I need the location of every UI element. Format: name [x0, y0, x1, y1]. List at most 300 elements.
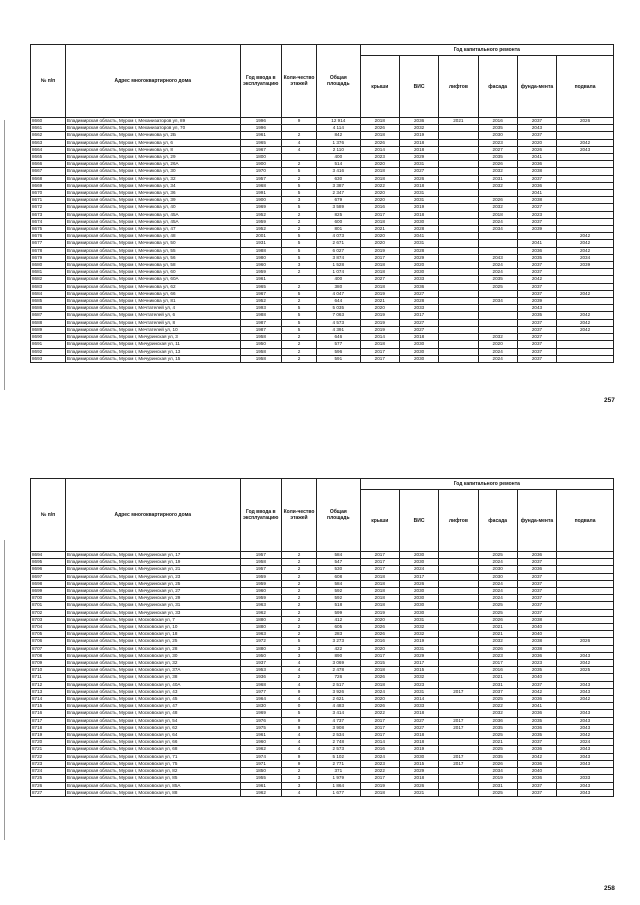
cell-repair-roof: 2019	[360, 290, 399, 297]
cell-year-built: 1880	[240, 645, 281, 652]
cell-repair-basement: 2042	[557, 696, 614, 703]
cell-repair-lift	[439, 782, 478, 789]
cell-repair-lift	[439, 240, 478, 247]
cell-repair-lift	[439, 139, 478, 146]
col-header-repair-group: Год капитального ремонта	[360, 45, 613, 56]
cell-repair-lift	[439, 602, 478, 609]
cell-address: Владимирская область, Муром г, Московская ул, 10	[65, 624, 240, 631]
cell-row-number: 8689	[31, 326, 66, 333]
table-row	[31, 168, 614, 175]
table-row	[31, 573, 614, 580]
cell-floors: 9	[282, 717, 317, 724]
cell-repair-lift	[439, 247, 478, 254]
cell-repair-foundation: 2037	[517, 588, 556, 595]
cell-total-area: 518	[316, 602, 360, 609]
cell-address: Владимирская область, Муром г, Московская ул, 85	[65, 775, 240, 782]
table-row	[31, 789, 614, 796]
cell-floors: 4	[282, 681, 317, 688]
cell-repair-lift	[439, 631, 478, 638]
cell-repair-vis: 2030	[399, 348, 438, 355]
cell-year-built: 1880	[240, 624, 281, 631]
cell-row-number: 8668	[31, 175, 66, 182]
table-row	[31, 660, 614, 667]
cell-year-built: 1974	[240, 753, 281, 760]
cell-repair-facade: 2031	[478, 782, 517, 789]
cell-row-number: 8682	[31, 276, 66, 283]
cell-address: Владимирская область, Муром г, Московская ул, 48	[65, 710, 240, 717]
page-number: 257	[604, 397, 615, 404]
cell-floors: 5	[282, 168, 317, 175]
cell-repair-vis: 2033	[399, 276, 438, 283]
table-row	[31, 319, 614, 326]
cell-floors: 2	[282, 355, 317, 362]
cell-total-area: 2 671	[316, 240, 360, 247]
cell-repair-facade: 2031	[478, 175, 517, 182]
cell-address: Владимирская область, Муром г, Московская ул, 88	[65, 789, 240, 796]
cell-repair-foundation: 2027	[517, 334, 556, 341]
cell-repair-lift	[439, 775, 478, 782]
cell-repair-lift	[439, 703, 478, 710]
table-row	[31, 559, 614, 566]
cell-repair-lift: 2017	[439, 753, 478, 760]
cell-year-built: 1958	[240, 334, 281, 341]
table-row	[31, 254, 614, 261]
table-row	[31, 624, 614, 631]
cell-floors: 9	[282, 724, 317, 731]
cell-floors: 9	[282, 118, 317, 125]
cell-repair-facade	[478, 190, 517, 197]
cell-repair-foundation: 2027	[517, 204, 556, 211]
cell-repair-facade: 2026	[478, 197, 517, 204]
cell-floors: 9	[282, 688, 317, 695]
cell-total-area: 400	[316, 154, 360, 161]
cell-total-area: 7 063	[316, 312, 360, 319]
cell-repair-roof: 2022	[360, 182, 399, 189]
cell-row-number: 8694	[31, 552, 66, 559]
cell-address: Владимирская область, Муром г, Московская ул, 54	[65, 717, 240, 724]
col-header-year: Год ввода в эксплуатацию	[240, 479, 281, 552]
cell-repair-vis: 2041	[399, 233, 438, 240]
cell-repair-foundation: 2037	[517, 319, 556, 326]
cell-total-area: 1 528	[316, 262, 360, 269]
cell-repair-foundation: 2036	[517, 710, 556, 717]
cell-repair-roof: 2016	[360, 204, 399, 211]
cell-total-area: 584	[316, 580, 360, 587]
table-row	[31, 580, 614, 587]
cell-repair-roof: 2017	[360, 724, 399, 731]
cell-repair-facade: 2024	[478, 355, 517, 362]
cell-floors: 5	[282, 182, 317, 189]
cell-repair-facade: 2022	[478, 703, 517, 710]
cell-total-area: 2 771	[316, 760, 360, 767]
cell-repair-roof: 2018	[360, 595, 399, 602]
cell-repair-foundation: 2037	[517, 348, 556, 355]
cell-address: Владимирская область, Муром г, Мечникова ул, 45А	[65, 211, 240, 218]
cell-year-built: 1950	[240, 341, 281, 348]
table-row	[31, 211, 614, 218]
cell-repair-vis: 2019	[399, 746, 438, 753]
cell-repair-vis: 2031	[399, 190, 438, 197]
cell-year-built: 1931	[240, 240, 281, 247]
table-row	[31, 190, 614, 197]
cell-row-number: 8673	[31, 211, 66, 218]
cell-repair-roof: 2019	[360, 326, 399, 333]
cell-repair-facade: 2032	[478, 182, 517, 189]
col-header-foundation: фунда-мента	[517, 490, 556, 552]
cell-address: Владимирская область, Муром г, Мечникова ул, 29	[65, 154, 240, 161]
cell-repair-facade: 2017	[478, 660, 517, 667]
cell-repair-roof: 2017	[360, 732, 399, 739]
cell-repair-foundation: 2037	[517, 580, 556, 587]
cell-repair-facade: 2024	[478, 559, 517, 566]
cell-repair-facade: 2030	[478, 573, 517, 580]
cell-address: Владимирская область, Муром г, Мечникова ул, 66	[65, 290, 240, 297]
cell-repair-facade	[478, 290, 517, 297]
cell-repair-roof: 2021	[360, 226, 399, 233]
cell-row-number: 8712	[31, 681, 66, 688]
cell-total-area: 422	[316, 645, 360, 652]
cell-repair-roof: 2026	[360, 703, 399, 710]
cell-repair-roof: 2015	[360, 660, 399, 667]
cell-floors: 5	[282, 240, 317, 247]
cell-row-number: 8680	[31, 262, 66, 269]
cell-repair-facade: 2032	[478, 334, 517, 341]
cell-repair-foundation: 2023	[517, 211, 556, 218]
cell-repair-lift	[439, 305, 478, 312]
cell-repair-vis: 2018	[399, 139, 438, 146]
cell-row-number: 8697	[31, 573, 66, 580]
cell-repair-vis: 2030	[399, 559, 438, 566]
cell-repair-vis: 2026	[399, 782, 438, 789]
cell-repair-basement: 2025	[557, 667, 614, 674]
cell-repair-lift	[439, 182, 478, 189]
cell-repair-lift	[439, 218, 478, 225]
table-row	[31, 334, 614, 341]
cell-address: Владимирская область, Муром г, Мечникова ул, 81	[65, 298, 240, 305]
cell-repair-foundation: 2037	[517, 609, 556, 616]
cell-year-built: 1959	[240, 595, 281, 602]
table-row	[31, 616, 614, 623]
cell-repair-vis: 2031	[399, 197, 438, 204]
cell-row-number: 8717	[31, 717, 66, 724]
cell-row-number: 8693	[31, 355, 66, 362]
cell-repair-basement	[557, 175, 614, 182]
cell-year-built: 1959	[240, 218, 281, 225]
cell-floors: 3	[282, 652, 317, 659]
cell-address: Владимирская область, Муром г, Московская ул, 7	[65, 616, 240, 623]
cell-year-built: 1975	[240, 724, 281, 731]
table-row	[31, 696, 614, 703]
cell-repair-facade	[478, 305, 517, 312]
cell-repair-foundation: 2037	[517, 283, 556, 290]
cell-row-number: 8708	[31, 652, 66, 659]
cell-repair-foundation: 2037	[517, 290, 556, 297]
cell-total-area: 600	[316, 218, 360, 225]
cell-repair-foundation: 2036	[517, 746, 556, 753]
cell-repair-foundation: 2037	[517, 262, 556, 269]
cell-repair-roof: 2017	[360, 355, 399, 362]
cell-floors: 5	[282, 710, 317, 717]
cell-floors: 5	[282, 190, 317, 197]
cell-repair-facade: 2034	[478, 226, 517, 233]
cell-total-area: 577	[316, 341, 360, 348]
cell-year-built: 1958	[240, 348, 281, 355]
cell-repair-basement	[557, 197, 614, 204]
register-page-1	[30, 44, 614, 363]
cell-repair-roof: 2022	[360, 768, 399, 775]
cell-repair-foundation: 2035	[517, 312, 556, 319]
cell-repair-lift	[439, 674, 478, 681]
cell-repair-lift	[439, 175, 478, 182]
cell-total-area: 592	[316, 595, 360, 602]
cell-repair-lift	[439, 312, 478, 319]
cell-year-built: 1937	[240, 660, 281, 667]
cell-floors: 2	[282, 624, 317, 631]
cell-total-area: 3 273	[316, 638, 360, 645]
cell-address: Владимирская область, Муром г, Мечникова ул, 60А	[65, 276, 240, 283]
cell-year-built: 1961	[240, 132, 281, 139]
cell-repair-foundation: 2038	[517, 638, 556, 645]
cell-repair-roof: 2014	[360, 334, 399, 341]
cell-floors: 5	[282, 305, 317, 312]
cell-repair-facade: 2032	[478, 710, 517, 717]
table-row	[31, 154, 614, 161]
cell-repair-foundation: 2042	[517, 276, 556, 283]
cell-floors: 2	[282, 609, 317, 616]
cell-row-number: 8679	[31, 254, 66, 261]
cell-repair-roof: 2018	[360, 341, 399, 348]
table-row	[31, 326, 614, 333]
cell-repair-basement	[557, 674, 614, 681]
cell-repair-facade: 2018	[478, 211, 517, 218]
cell-floors: 4	[282, 139, 317, 146]
cell-repair-lift	[439, 652, 478, 659]
cell-total-area: 283	[316, 631, 360, 638]
cell-total-area: 380	[316, 283, 360, 290]
cell-repair-roof: 2026	[360, 674, 399, 681]
cell-address: Владимирская область, Муром г, Мичуринская ул, 17	[65, 552, 240, 559]
cell-repair-basement	[557, 703, 614, 710]
cell-total-area: 592	[316, 588, 360, 595]
cell-floors: 3	[282, 775, 317, 782]
cell-repair-facade: 2021	[478, 739, 517, 746]
table-row	[31, 645, 614, 652]
scan-edge-mark	[4, 540, 5, 840]
cell-row-number: 8702	[31, 609, 66, 616]
register-table	[30, 478, 614, 797]
cell-total-area: 4 391	[316, 326, 360, 333]
cell-address: Владимирская область, Муром г, Мечникова ул, 58	[65, 262, 240, 269]
cell-repair-lift	[439, 638, 478, 645]
cell-repair-roof: 2016	[360, 746, 399, 753]
cell-repair-basement: 2042	[557, 319, 614, 326]
cell-repair-lift	[439, 154, 478, 161]
cell-address: Владимирская область, Муром г, Мечникова ул, 56	[65, 254, 240, 261]
cell-floors: 2	[282, 211, 317, 218]
cell-repair-basement: 2034	[557, 254, 614, 261]
cell-floors: 2	[282, 768, 317, 775]
cell-repair-vis: 2030	[399, 218, 438, 225]
cell-repair-foundation: 2042	[517, 688, 556, 695]
cell-repair-roof: 2018	[360, 789, 399, 796]
cell-repair-foundation: 2037	[517, 573, 556, 580]
cell-repair-vis: 2032	[399, 125, 438, 132]
cell-year-built: 1960	[240, 739, 281, 746]
cell-row-number: 8706	[31, 638, 66, 645]
cell-address: Владимирская область, Муром г, Московская ул, 25	[65, 638, 240, 645]
cell-floors: 5	[282, 319, 317, 326]
cell-repair-foundation: 2037	[517, 218, 556, 225]
cell-repair-foundation: 2036	[517, 696, 556, 703]
cell-repair-foundation: 2040	[517, 768, 556, 775]
cell-row-number: 8662	[31, 132, 66, 139]
cell-repair-roof: 2017	[360, 717, 399, 724]
cell-repair-basement	[557, 645, 614, 652]
cell-repair-vis: 2018	[399, 211, 438, 218]
cell-repair-vis: 2018	[399, 182, 438, 189]
cell-floors: 5	[282, 312, 317, 319]
cell-repair-foundation: 2035	[517, 732, 556, 739]
cell-repair-basement	[557, 580, 614, 587]
cell-repair-roof: 2017	[360, 211, 399, 218]
cell-repair-foundation: 2037	[517, 789, 556, 796]
cell-repair-facade: 2032	[478, 168, 517, 175]
cell-address: Владимирская область, Муром г, Мечникова ул, 2Б	[65, 132, 240, 139]
cell-repair-lift	[439, 290, 478, 297]
cell-year-built: 1961	[240, 782, 281, 789]
cell-address: Владимирская область, Муром г, Мичуринская ул, 13	[65, 348, 240, 355]
cell-repair-lift	[439, 190, 478, 197]
cell-repair-basement: 2026	[557, 118, 614, 125]
cell-repair-vis: 2032	[399, 674, 438, 681]
cell-repair-roof: 2017	[360, 552, 399, 559]
cell-year-built: 1950	[240, 652, 281, 659]
table-row	[31, 703, 614, 710]
cell-repair-foundation: 2037	[517, 132, 556, 139]
register-table	[30, 44, 614, 363]
table-row	[31, 710, 614, 717]
cell-floors: 2	[282, 175, 317, 182]
cell-year-built: 1967	[240, 290, 281, 297]
cell-repair-vis: 2029	[399, 154, 438, 161]
cell-repair-facade: 2024	[478, 595, 517, 602]
cell-repair-lift	[439, 746, 478, 753]
cell-repair-basement	[557, 298, 614, 305]
cell-repair-basement	[557, 182, 614, 189]
col-header-area: Общая площадь	[316, 45, 360, 118]
cell-repair-roof: 2018	[360, 580, 399, 587]
cell-year-built: 1952	[240, 298, 281, 305]
cell-repair-lift	[439, 348, 478, 355]
cell-address: Владимирская область, Муром г, Мичуринская ул, 27	[65, 588, 240, 595]
cell-address: Владимирская область, Муром г, Мичуринская ул, 11	[65, 341, 240, 348]
cell-repair-facade: 2023	[478, 139, 517, 146]
cell-floors: 5	[282, 247, 317, 254]
cell-address: Владимирская область, Муром г, Мечникова ул, 26А	[65, 161, 240, 168]
cell-floors: 2	[282, 588, 317, 595]
cell-floors: 2	[282, 132, 317, 139]
cell-repair-vis: 2029	[399, 768, 438, 775]
cell-repair-facade: 2027	[478, 146, 517, 153]
col-header-number: № п/п	[31, 45, 66, 118]
cell-repair-facade: 2024	[478, 269, 517, 276]
cell-year-built: 1977	[240, 688, 281, 695]
cell-repair-lift	[439, 161, 478, 168]
cell-year-built: 1960	[240, 588, 281, 595]
cell-year-built: 1959	[240, 580, 281, 587]
cell-address: Владимирская область, Муром г, Московская ул, 75	[65, 760, 240, 767]
cell-year-built: 1957	[240, 552, 281, 559]
cell-floors: 2	[282, 573, 317, 580]
cell-repair-lift	[439, 298, 478, 305]
cell-repair-lift	[439, 566, 478, 573]
cell-total-area: 1 979	[316, 775, 360, 782]
register-table-body	[31, 552, 614, 797]
col-header-facade: фасада	[478, 56, 517, 118]
cell-repair-basement: 2042	[557, 139, 614, 146]
cell-repair-lift	[439, 319, 478, 326]
cell-repair-roof: 2018	[360, 218, 399, 225]
cell-repair-vis: 2014	[399, 696, 438, 703]
cell-repair-foundation: 2035	[517, 254, 556, 261]
cell-total-area: 679	[316, 197, 360, 204]
cell-repair-facade: 2025	[478, 696, 517, 703]
cell-repair-vis: 2018	[399, 739, 438, 746]
cell-repair-facade: 2024	[478, 262, 517, 269]
cell-total-area: 1 074	[316, 269, 360, 276]
register-table-body	[31, 118, 614, 363]
cell-repair-lift	[439, 667, 478, 674]
cell-address: Владимирская область, Муром г, Мечникова ул, 60	[65, 269, 240, 276]
cell-row-number: 8666	[31, 161, 66, 168]
cell-repair-facade	[478, 319, 517, 326]
cell-year-built: 1958	[240, 559, 281, 566]
cell-year-built: 1953	[240, 667, 281, 674]
col-header-year: Год ввода в эксплуатацию	[240, 45, 281, 118]
cell-repair-roof: 2021	[360, 298, 399, 305]
cell-repair-vis: 2017	[399, 312, 438, 319]
table-row	[31, 276, 614, 283]
table-row	[31, 240, 614, 247]
cell-repair-foundation: 2043	[517, 305, 556, 312]
cell-year-built: 1972	[240, 638, 281, 645]
cell-repair-basement	[557, 348, 614, 355]
cell-total-area: 3 416	[316, 168, 360, 175]
cell-address: Владимирская область, Муром г, Мечникова ул, 55	[65, 247, 240, 254]
cell-total-area: 2 621	[316, 696, 360, 703]
cell-row-number: 8678	[31, 247, 66, 254]
cell-row-number: 8704	[31, 624, 66, 631]
cell-address: Владимирская область, Муром г, Мечникова ул, 32	[65, 175, 240, 182]
cell-floors: 3	[282, 197, 317, 204]
cell-repair-facade: 2034	[478, 298, 517, 305]
cell-row-number: 8714	[31, 696, 66, 703]
cell-repair-basement: 2026	[557, 638, 614, 645]
cell-year-built: 1987	[240, 319, 281, 326]
cell-repair-lift	[439, 681, 478, 688]
table-row	[31, 681, 614, 688]
cell-repair-foundation: 2037	[517, 782, 556, 789]
cell-repair-lift	[439, 334, 478, 341]
cell-repair-basement	[557, 566, 614, 573]
cell-total-area: 4 047	[316, 290, 360, 297]
cell-repair-facade: 2026	[478, 161, 517, 168]
cell-floors: 5	[282, 290, 317, 297]
cell-repair-foundation: 2037	[517, 681, 556, 688]
table-row	[31, 118, 614, 125]
cell-repair-foundation: 2036	[517, 161, 556, 168]
cell-row-number: 8724	[31, 768, 66, 775]
